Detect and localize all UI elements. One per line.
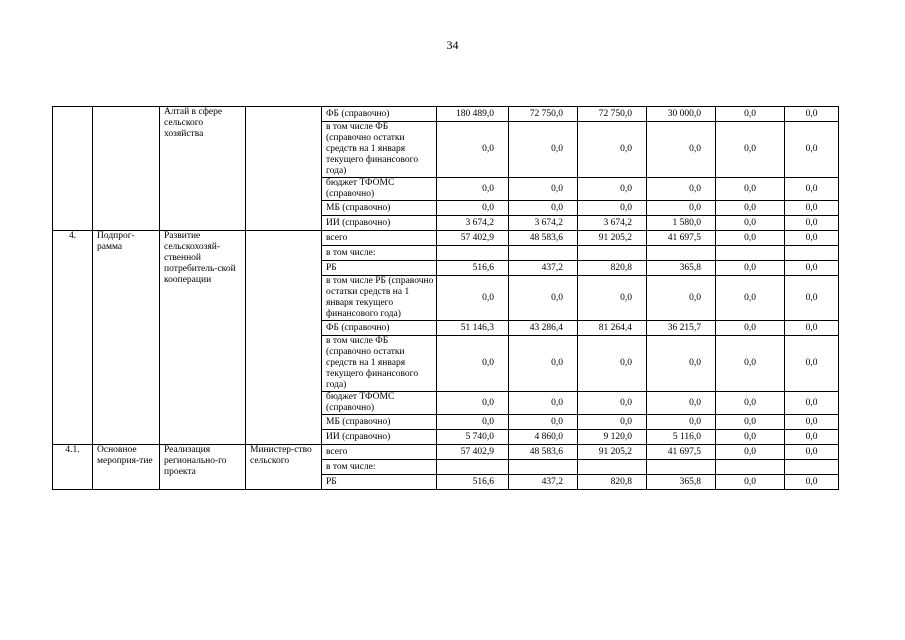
value-cell bbox=[647, 246, 716, 261]
value-cell: 0,0 bbox=[785, 430, 839, 445]
value-cell: 1 580,0 bbox=[647, 216, 716, 231]
value-cell: 0,0 bbox=[716, 201, 785, 216]
value-cell bbox=[785, 460, 839, 475]
value-cell: 820,8 bbox=[578, 261, 647, 276]
value-cell: 0,0 bbox=[509, 178, 578, 201]
funding-source-cell: всего bbox=[322, 231, 437, 246]
value-cell bbox=[647, 460, 716, 475]
value-cell: 0,0 bbox=[716, 415, 785, 430]
value-cell: 0,0 bbox=[785, 122, 839, 178]
value-cell: 0,0 bbox=[785, 261, 839, 276]
value-cell: 0,0 bbox=[716, 445, 785, 460]
row-number-cell: 4. bbox=[53, 231, 93, 445]
value-cell: 0,0 bbox=[785, 445, 839, 460]
funding-source-cell: в том числе ФБ (справочно остатки средств на 1 января текущего финансового года) bbox=[322, 336, 437, 392]
value-cell: 516,6 bbox=[437, 475, 509, 490]
row-name-cell: Реализация регионально-го проекта bbox=[160, 445, 246, 490]
value-cell: 0,0 bbox=[437, 201, 509, 216]
value-cell: 0,0 bbox=[716, 216, 785, 231]
value-cell: 0,0 bbox=[437, 122, 509, 178]
value-cell: 91 205,2 bbox=[578, 231, 647, 246]
value-cell: 0,0 bbox=[785, 336, 839, 392]
value-cell: 0,0 bbox=[509, 392, 578, 415]
value-cell: 3 674,2 bbox=[437, 216, 509, 231]
value-cell: 0,0 bbox=[578, 415, 647, 430]
value-cell: 0,0 bbox=[437, 276, 509, 321]
row-number-cell: 4.1. bbox=[53, 445, 93, 490]
value-cell: 0,0 bbox=[578, 392, 647, 415]
funding-source-cell: бюджет ТФОМС (справочно) bbox=[322, 178, 437, 201]
value-cell: 0,0 bbox=[509, 415, 578, 430]
value-cell: 0,0 bbox=[437, 178, 509, 201]
value-cell bbox=[785, 246, 839, 261]
value-cell: 9 120,0 bbox=[578, 430, 647, 445]
value-cell: 0,0 bbox=[647, 201, 716, 216]
funding-source-cell: всего bbox=[322, 445, 437, 460]
row-executor-cell bbox=[246, 231, 322, 445]
value-cell: 0,0 bbox=[716, 430, 785, 445]
value-cell: 0,0 bbox=[785, 415, 839, 430]
value-cell: 81 264,4 bbox=[578, 321, 647, 336]
value-cell bbox=[578, 460, 647, 475]
funding-source-cell: ИИ (справочно) bbox=[322, 216, 437, 231]
value-cell: 41 697,5 bbox=[647, 445, 716, 460]
value-cell: 0,0 bbox=[578, 178, 647, 201]
value-cell bbox=[716, 460, 785, 475]
value-cell: 4 860,0 bbox=[509, 430, 578, 445]
funding-source-cell: РБ bbox=[322, 261, 437, 276]
funding-source-cell: ФБ (справочно) bbox=[322, 107, 437, 122]
value-cell: 0,0 bbox=[785, 201, 839, 216]
value-cell: 0,0 bbox=[437, 415, 509, 430]
row-number-cell bbox=[53, 107, 93, 231]
value-cell: 0,0 bbox=[785, 216, 839, 231]
value-cell: 0,0 bbox=[716, 475, 785, 490]
value-cell: 0,0 bbox=[647, 336, 716, 392]
value-cell: 0,0 bbox=[785, 178, 839, 201]
value-cell: 48 583,6 bbox=[509, 445, 578, 460]
value-cell: 0,0 bbox=[716, 122, 785, 178]
value-cell: 0,0 bbox=[716, 231, 785, 246]
value-cell bbox=[437, 460, 509, 475]
value-cell: 0,0 bbox=[578, 201, 647, 216]
value-cell: 0,0 bbox=[716, 178, 785, 201]
table-row bbox=[53, 231, 839, 246]
value-cell: 0,0 bbox=[578, 276, 647, 321]
value-cell: 0,0 bbox=[647, 276, 716, 321]
value-cell bbox=[509, 246, 578, 261]
value-cell: 0,0 bbox=[578, 122, 647, 178]
funding-source-cell: МБ (справочно) bbox=[322, 201, 437, 216]
value-cell: 365,8 bbox=[647, 475, 716, 490]
value-cell: 91 205,2 bbox=[578, 445, 647, 460]
funding-source-cell: МБ (справочно) bbox=[322, 415, 437, 430]
value-cell: 0,0 bbox=[437, 392, 509, 415]
value-cell: 51 146,3 bbox=[437, 321, 509, 336]
value-cell: 0,0 bbox=[716, 392, 785, 415]
value-cell: 820,8 bbox=[578, 475, 647, 490]
value-cell: 0,0 bbox=[785, 321, 839, 336]
row-type-cell: Основное мероприя-тие bbox=[93, 445, 160, 490]
row-type-cell bbox=[93, 107, 160, 231]
value-cell: 3 674,2 bbox=[578, 216, 647, 231]
value-cell: 48 583,6 bbox=[509, 231, 578, 246]
value-cell bbox=[716, 246, 785, 261]
row-executor-cell: Министер-ство сельского bbox=[246, 445, 322, 490]
table-row bbox=[53, 107, 839, 122]
value-cell: 0,0 bbox=[785, 276, 839, 321]
value-cell: 30 000,0 bbox=[647, 107, 716, 122]
funding-source-cell: ИИ (справочно) bbox=[322, 430, 437, 445]
funding-source-cell: в том числе ФБ (справочно остатки средств на 1 января текущего финансового года) bbox=[322, 122, 437, 178]
value-cell: 0,0 bbox=[785, 392, 839, 415]
value-cell: 72 750,0 bbox=[578, 107, 647, 122]
value-cell: 437,2 bbox=[509, 261, 578, 276]
value-cell: 0,0 bbox=[716, 321, 785, 336]
value-cell: 0,0 bbox=[785, 475, 839, 490]
row-name-cell: Алтай в сфере сельского хозяйства bbox=[160, 107, 246, 231]
funding-source-cell: РБ bbox=[322, 475, 437, 490]
value-cell: 57 402,9 bbox=[437, 445, 509, 460]
value-cell: 0,0 bbox=[716, 336, 785, 392]
value-cell: 0,0 bbox=[716, 261, 785, 276]
value-cell: 0,0 bbox=[578, 336, 647, 392]
value-cell: 0,0 bbox=[437, 336, 509, 392]
value-cell: 0,0 bbox=[509, 336, 578, 392]
value-cell: 0,0 bbox=[785, 231, 839, 246]
value-cell: 43 286,4 bbox=[509, 321, 578, 336]
value-cell: 0,0 bbox=[647, 415, 716, 430]
funding-source-cell: в том числе: bbox=[322, 460, 437, 475]
page-number: 34 bbox=[446, 38, 459, 52]
value-cell: 36 215,7 bbox=[647, 321, 716, 336]
value-cell: 365,8 bbox=[647, 261, 716, 276]
value-cell bbox=[437, 246, 509, 261]
value-cell: 5 740,0 bbox=[437, 430, 509, 445]
table-row bbox=[53, 445, 839, 460]
value-cell: 0,0 bbox=[647, 178, 716, 201]
value-cell: 0,0 bbox=[509, 201, 578, 216]
funding-source-cell: в том числе РБ (справочно остатки средств на 1 января текущего финансового года) bbox=[322, 276, 437, 321]
value-cell: 5 116,0 bbox=[647, 430, 716, 445]
value-cell: 0,0 bbox=[716, 107, 785, 122]
row-executor-cell bbox=[246, 107, 322, 231]
value-cell: 180 489,0 bbox=[437, 107, 509, 122]
value-cell: 0,0 bbox=[647, 392, 716, 415]
funding-source-cell: в том числе: bbox=[322, 246, 437, 261]
funding-source-cell: бюджет ТФОМС (справочно) bbox=[322, 392, 437, 415]
value-cell: 0,0 bbox=[785, 107, 839, 122]
budget-table bbox=[52, 106, 839, 490]
funding-source-cell: ФБ (справочно) bbox=[322, 321, 437, 336]
value-cell bbox=[509, 460, 578, 475]
value-cell: 0,0 bbox=[716, 276, 785, 321]
value-cell: 0,0 bbox=[509, 276, 578, 321]
value-cell: 57 402,9 bbox=[437, 231, 509, 246]
value-cell: 3 674,2 bbox=[509, 216, 578, 231]
value-cell: 437,2 bbox=[509, 475, 578, 490]
row-name-cell: Развитие сельскохозяй-ственной потребитель-ской кооперации bbox=[160, 231, 246, 445]
value-cell: 72 750,0 bbox=[509, 107, 578, 122]
value-cell: 41 697,5 bbox=[647, 231, 716, 246]
value-cell: 0,0 bbox=[509, 122, 578, 178]
row-type-cell: Подпрог-рамма bbox=[93, 231, 160, 445]
value-cell: 0,0 bbox=[647, 122, 716, 178]
value-cell bbox=[578, 246, 647, 261]
value-cell: 516,6 bbox=[437, 261, 509, 276]
